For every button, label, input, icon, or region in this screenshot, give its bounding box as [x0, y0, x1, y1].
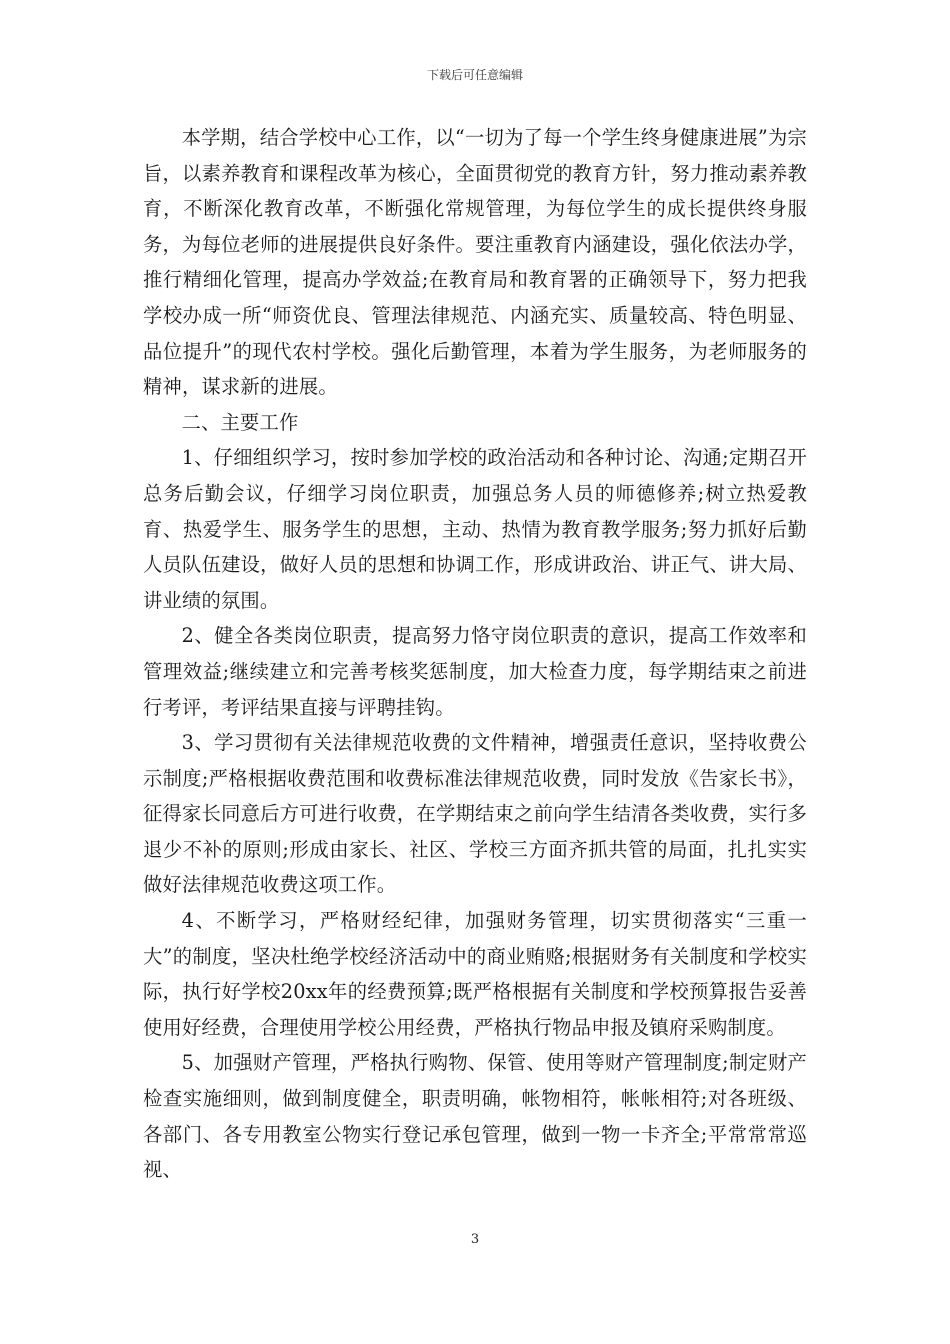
section-heading-main-work: 二、主要工作	[181, 410, 299, 434]
paragraph-item-5: 5、加强财产管理，严格执行购物、保管、使用等财产管理制度;制定财产检查实施细则，做到制度健全，职责明确，帐物相符，帐帐相符;对各班级、各部门、各专用教室公物实行登记承包管理，做到一物一卡齐全;平常常常巡视、	[143, 1051, 807, 1182]
paragraph-item-3: 3、学习贯彻有关法律规范收费的文件精神，增强责任意识，坚持收费公示制度;严格根据收费范围和收费标准法律规范收费，同时发放《告家长书》，征得家长同意后方可进行收费，在学期结束之前向学生结清各类收费，实行多退少不补的原则;形成由家长、社区、学校三方面齐抓共管的局面，扎扎实实做好法律规范收费这项工作。	[143, 731, 807, 897]
document-body	[143, 120, 807, 1188]
paragraph-item-4: 4、不断学习，严格财经纪律，加强财务管理，切实贯彻落实“三重一大”的制度，坚决杜绝学校经济活动中的商业贿赂;根据财务有关制度和学校实际，执行好学校20xx年的经费预算;既严格根据有关制度和学校预算报告妥善使用好经费，合理使用学校公用经费，严格执行物品申报及镇府采购制度。	[143, 909, 807, 1039]
page-header: 下载后可任意编辑	[426, 68, 523, 82]
paragraph-item-1: 1、仔细组织学习，按时参加学校的政治活动和各种讨论、沟通;定期召开总务后勤会议，仔细学习岗位职责，加强总务人员的师德修养;树立热爱教育、热爱学生、服务学生的思想，主动、热情为教育教学服务;努力抓好后勤人员队伍建设，做好人员的思想和协调工作，形成讲政治、讲正气、讲大局、讲业绩的氛围。	[143, 446, 807, 612]
paragraph-item-2: 2、健全各类岗位职责，提高努力恪守岗位职责的意识，提高工作效率和管理效益;继续建立和完善考核奖惩制度，加大检查力度，每学期结束之前进行考评，考评结果直接与评聘挂钩。	[143, 624, 807, 719]
paragraph-intro: 本学期，结合学校中心工作，以“一切为了每一个学生终身健康进展”为宗旨，以素养教育和课程改革为核心，全面贯彻党的教育方针，努力推动素养教育，不断深化教育改革，不断强化常规管理，为每位学生的成长提供终身服务，为每位老师的进展提供良好条件。要注重教育内涵建设，强化依法办学，推行精细化管理，提高办学效益;在教育局和教育署的正确领导下，努力把我学校办成一所“师资优良、管理法律规范、内涵充实、质量较高、特色明显、品位提升”的现代农村学校。强化后勤管理，本着为学生服务，为老师服务的精神，谋求新的进展。	[143, 126, 807, 399]
page-number: 3	[470, 1232, 480, 1247]
